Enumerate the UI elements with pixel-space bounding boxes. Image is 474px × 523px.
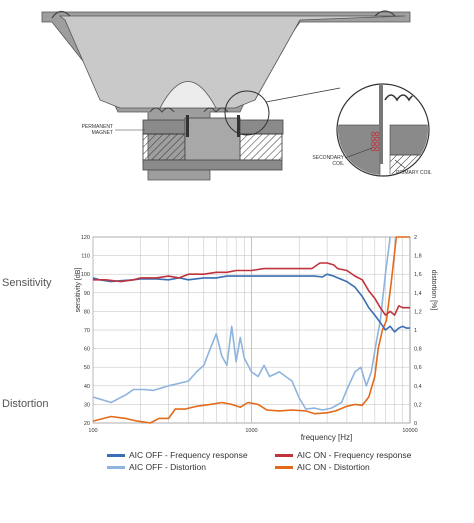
sensitivity-side-label: Sensitivity	[2, 277, 52, 289]
y-right-tick-label: 1,2	[414, 309, 422, 316]
y-right-tick-label: 0,2	[414, 402, 422, 409]
y-left-tick-label: 70	[83, 328, 90, 334]
x-tick-label: 1000	[245, 428, 258, 434]
y-left-tick-label: 60	[83, 346, 90, 353]
y-right-tick-label: 0,6	[414, 365, 422, 372]
legend-swatch-on-dist	[275, 466, 293, 469]
legend-item-on-dist	[275, 462, 370, 472]
legend-swatch-on-fr	[275, 454, 293, 457]
y-left-tick-label: 30	[83, 402, 90, 409]
legend-item-off-fr	[107, 450, 248, 460]
y-right-tick-label: 1,6	[414, 272, 422, 279]
y-left-tick-label: 120	[80, 235, 90, 241]
y-right-tick-label: 1,8	[414, 253, 422, 260]
legend-label-on-dist: AIC ON - Distortion	[297, 462, 370, 472]
legend-item-off-dist	[107, 462, 206, 472]
primary-coil-callout: PRIMARY COIL	[396, 170, 432, 176]
y-right-tick-label: 0,4	[414, 383, 422, 390]
y-right-tick-label: 0	[414, 421, 418, 427]
legend-swatch-off-dist	[107, 466, 125, 469]
y-right-tick-label: 0,8	[414, 346, 422, 353]
y-right-tick-label: 2	[414, 235, 418, 241]
legend-label-on-fr: AIC ON - Frequency response	[297, 450, 412, 460]
y-left-tick-label: 50	[83, 365, 90, 372]
legend-label-off-dist: AIC OFF - Distortion	[129, 462, 206, 472]
permanent-magnet-callout: PERMANENT MAGNET	[81, 124, 113, 136]
x-axis-title: frequency [Hz]	[300, 433, 353, 442]
y-left-axis-title: sensitivity [dB]	[75, 267, 82, 313]
secondary-coil-callout: SECONDARY COIL	[312, 155, 344, 167]
legend-item-on-fr	[275, 450, 411, 460]
x-tick-label: 100	[88, 428, 98, 434]
y-left-tick-label: 110	[81, 253, 90, 260]
y-left-tick-label: 40	[83, 383, 90, 390]
y-left-tick-label: 90	[83, 290, 90, 297]
y-left-tick-label: 100	[80, 272, 90, 279]
x-tick-label: 10000	[402, 428, 418, 434]
y-left-tick-label: 20	[83, 421, 90, 427]
legend-swatch-off-fr	[107, 454, 125, 457]
y-right-axis-title: distortion [%]	[430, 269, 437, 311]
y-right-tick-label: 1,4	[414, 290, 422, 297]
legend-label-off-fr: AIC OFF - Frequency response	[129, 450, 248, 460]
distortion-side-label: Distortion	[2, 398, 49, 410]
y-right-tick-label: 1	[414, 328, 418, 334]
y-left-tick-label: 80	[83, 309, 90, 316]
